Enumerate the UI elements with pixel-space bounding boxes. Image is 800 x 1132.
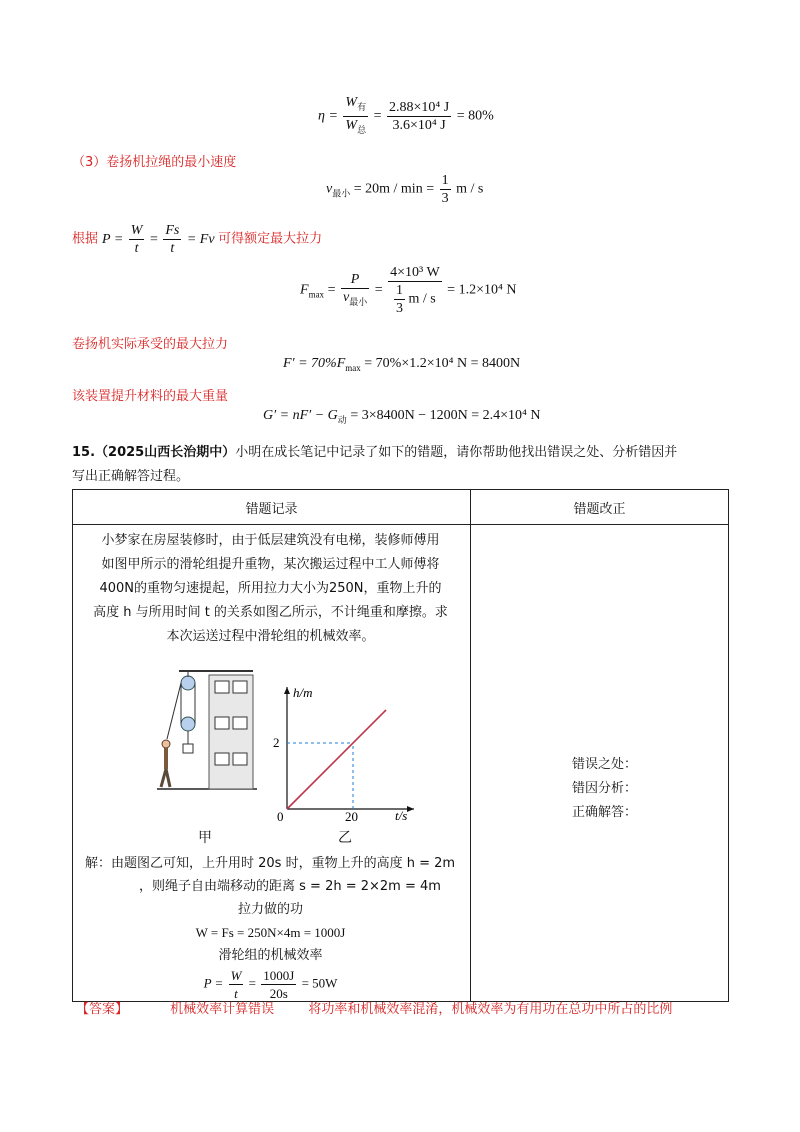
- table-body-row: [73, 525, 729, 1002]
- p-frac2: [163, 222, 181, 257]
- fmax-num: P: [350, 271, 360, 287]
- y-axis-label: h/m: [293, 685, 313, 700]
- step3-label: （3）卷扬机拉绳的最小速度: [72, 155, 237, 170]
- correct-answer-label: 正确解答：: [571, 805, 637, 820]
- sol-tail: = 50W: [301, 975, 338, 991]
- power-equation: P = $\frac{W}{t}$ = $\frac{Fs}{t}$ = Fv: [102, 223, 215, 256]
- problem-line-5: 本次运送过程中滑轮组的机械效率。: [166, 629, 375, 644]
- fig-label-jia: 甲: [198, 830, 212, 846]
- v-den: 3: [441, 191, 449, 206]
- sol-p-lhs: P =: [203, 975, 224, 991]
- fmax-sub: max: [308, 289, 325, 300]
- fmax-num2: 4×10³ W: [390, 265, 440, 280]
- sol-f1d: t: [234, 986, 238, 1001]
- problem-line-2: 如图甲所示的滑轮组提升重物，某次搬运过程中工人师傅将: [101, 557, 440, 572]
- fmax-den-sub: 最小: [349, 296, 368, 307]
- data-line: [287, 710, 386, 809]
- sol-f2n: 1000J: [263, 968, 295, 983]
- min-speed-equation: [326, 172, 483, 207]
- g-sub: 动: [337, 414, 347, 425]
- answer-part2: 将功率和机械效率混淆，机械效率为有用功在总功中所占的比例: [308, 1002, 673, 1017]
- efficiency-equation: η = $\frac{W_有}{W_总}$ = $\frac{\text{2.88×10⁴ J}}{\text{3.6×10⁴ J}}$ = 80%: [318, 94, 494, 139]
- v-num: 1: [441, 173, 449, 188]
- sol-frac1: [229, 967, 244, 1002]
- solution-line-4: W = Fs = 250N×4m = 1000J: [195, 925, 346, 940]
- question-15: [72, 441, 732, 489]
- correction-prompts: [471, 753, 728, 825]
- v-symbol: v: [326, 181, 333, 197]
- sub-total: 总: [357, 124, 367, 135]
- question-text-1: 小明在成长笔记中记录了如下的错题，请你帮助他找出错误之处、分析错因并: [235, 445, 678, 460]
- y-tick-label: 2: [273, 735, 280, 750]
- p-f2d: t: [170, 241, 175, 256]
- answer-part1: 机械效率计算错误: [170, 1002, 275, 1017]
- g-tail: = 3×8400N − 1200N = 2.4×10⁴ N: [350, 408, 541, 423]
- max-weight-label: 该装置提升材料的最大重量: [72, 389, 229, 404]
- question-text-2: 写出正确解答过程。: [72, 469, 190, 484]
- basis-line: [72, 222, 322, 257]
- graph-marks: [273, 710, 386, 821]
- eta-value-fraction: [387, 99, 451, 134]
- answer-line: [76, 998, 672, 1017]
- actual-force-label: 卷扬机实际承受的最大拉力: [72, 337, 229, 352]
- p-f2n: Fs: [165, 223, 180, 238]
- problem-line-1: 小梦家在房屋装修时，由于低层建筑没有电梯，装修师傅用: [101, 533, 440, 548]
- solution-line-5: 滑轮组的机械效率: [218, 948, 323, 963]
- error-table: [72, 489, 729, 1002]
- fmax-symbol: F: [300, 282, 309, 298]
- problem-text: [73, 529, 468, 649]
- fprime-lhs: F′ = 70%F: [283, 356, 346, 371]
- sol-frac2: [261, 967, 296, 1002]
- eta-fraction: [343, 94, 368, 139]
- solution-block: [73, 852, 468, 1002]
- solution-line-2: ，则绳子自由端移动的距离 s = 2h = 2×2m = 4m: [139, 879, 441, 894]
- eta-result: = 80%: [456, 108, 494, 124]
- h-t-graph: [269, 681, 419, 821]
- question-number: 15.: [72, 445, 96, 460]
- solution-line-3: 拉力做的功: [237, 902, 303, 917]
- g-equation: [263, 408, 541, 426]
- sol-f1n: W: [230, 968, 242, 983]
- fmax-inner-den: 3: [396, 301, 404, 316]
- v-unit: m / s: [456, 181, 484, 197]
- problem-line-3: 400N的重物匀速提起，所用拉力大小为250N，重物上升的: [99, 581, 442, 596]
- v-sub: 最小: [332, 188, 351, 199]
- fig-label-yi: 乙: [338, 830, 352, 846]
- col2-header: 错题改正: [471, 490, 729, 525]
- fmax-equation: $F_{max}$ = $\frac{P}{v_{最小}}$ = 4×10³ W $\frac{1}{3}$ m / s = 1.2×10⁴ N: [300, 265, 517, 316]
- eta-lhs: η =: [318, 108, 338, 124]
- fmax-frac2: [388, 264, 442, 317]
- eta-num-value: 2.88×10⁴ J: [389, 99, 450, 115]
- solution-line-1: 解：由题图乙可知，上升用时 20s 时，重物上升的高度 h = 2m: [85, 856, 456, 871]
- col1-header: 错题记录: [73, 490, 471, 525]
- w-total: W: [345, 117, 358, 133]
- fprime-equation: [283, 356, 520, 373]
- fmax-inner-frac: [394, 282, 405, 317]
- origin-label: 0: [277, 809, 284, 821]
- fmax-den-v: v: [342, 289, 350, 305]
- p-tail: = Fv: [186, 231, 215, 247]
- g-lhs: G′ = nF′ − G: [263, 408, 338, 423]
- pulley-figure: [157, 667, 287, 792]
- fprime-tail: = 70%×1.2×10⁴ N = 8400N: [364, 356, 521, 371]
- error-record-cell: [73, 525, 471, 1002]
- fmax-frac1: [341, 271, 369, 311]
- x-axis-label: t/s: [395, 808, 408, 821]
- sol-f2d: 20s: [269, 986, 288, 1001]
- fmax-inner-unit: m / s: [408, 291, 436, 307]
- solution-line-6: P = $\frac{W}{t}$ = $\frac{1000J}{20s}$ = 50W: [203, 968, 338, 1001]
- correction-cell: [471, 525, 729, 1002]
- w-useful: W: [345, 95, 358, 110]
- question-source: （2025山西长治期中）: [95, 445, 236, 460]
- eta-den-value: 3.6×10⁴ J: [392, 117, 446, 133]
- p-lhs: P =: [102, 231, 124, 247]
- x-tick-label: 20: [345, 809, 358, 821]
- fmax-inner-num: 1: [396, 283, 404, 298]
- answer-tag: 【答案】: [76, 1002, 129, 1017]
- sub-useful: 有: [357, 101, 367, 112]
- error-place-label: 错误之处：: [571, 757, 637, 772]
- p-f1d: t: [134, 241, 139, 256]
- fprime-sub: max: [345, 362, 361, 373]
- basis-prefix: 根据: [72, 231, 99, 247]
- v-mid: = 20m / min =: [353, 181, 435, 197]
- v-fraction: [440, 172, 451, 207]
- fmax-result: = 1.2×10⁴ N: [447, 282, 517, 298]
- basis-suffix: 可得额定最大拉力: [218, 231, 323, 247]
- p-f1n: W: [130, 223, 143, 238]
- p-frac1: [129, 222, 145, 257]
- error-reason-label: 错因分析：: [571, 781, 637, 796]
- problem-line-4: 高度 h 与所用时间 t 的关系如图乙所示，不计绳重和摩擦。求: [93, 605, 448, 620]
- table-header-row: [73, 490, 729, 525]
